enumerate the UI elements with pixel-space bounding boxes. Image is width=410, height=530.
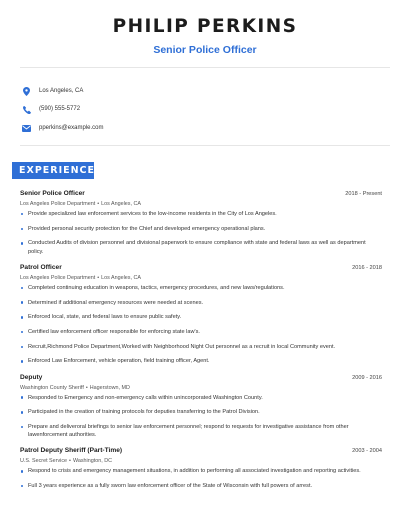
job-dates: 2009 - 2016 [352, 374, 382, 381]
job-bullet: Full 3 years experience as a fully sworn law enforcement officer of the State of Wisconsin with full powers of arrest. [20, 482, 382, 490]
job-entry [20, 373, 382, 440]
job-employer: U.S. Secret Service [20, 458, 68, 465]
job-location: Los Angeles, CA [101, 274, 141, 281]
contact-location [22, 82, 103, 100]
contact-email-text: pperkins@example.com [39, 124, 104, 131]
job-dates: 2016 - 2018 [352, 264, 382, 271]
job-bullet: Responded to Emergency and non-emergency calls within unincorporated Washington County. [20, 394, 382, 402]
job-bullets [20, 210, 382, 256]
job-bullets [20, 284, 382, 366]
job-bullet: Provided personal security protection for the Chief and developed emergency operational plans. [20, 225, 382, 233]
separator-dot: • [97, 274, 100, 281]
candidate-name: PHILIP PERKINS [112, 16, 298, 37]
contact-phone [22, 101, 103, 119]
resume-header [0, 14, 410, 57]
job-bullet: Conducted Audits of division personnel and divisional paperwork to ensure compliance with state and federal laws as well as department policy. [20, 239, 382, 255]
job-bullet: Enforced Law Enforcement, vehicle operation, field training officer, Agent. [20, 357, 382, 365]
job-bullet: Completed continuing education in weapons, tactics, emergency procedures, and new laws/regulations. [20, 284, 382, 292]
job-bullet: Recruit,Richmond Police Department,Worked with Neighborhood Night Out personnel as a recruit in local Community event. [20, 343, 382, 351]
job-employer: Los Angeles Police Department [20, 201, 96, 207]
separator-dot: • [97, 201, 100, 207]
job-employer-line [20, 384, 382, 392]
contact-phone-text: (590) 555-5772 [39, 106, 81, 112]
phone-icon [22, 105, 31, 114]
job-bullets [20, 467, 382, 490]
experience-section-heading: EXPERIENCE [12, 162, 94, 179]
job-title: Patrol Officer [20, 263, 62, 271]
job-employer-line [20, 274, 382, 282]
job-bullet: Provide specialized law enforcement services to the low-income residents in the City of Los Angeles. [20, 210, 382, 218]
job-bullet: Certified law enforcement officer responsible for enforcing state law's. [20, 328, 382, 336]
job-bullet: Respond to crisis and emergency management situations, in addition to performing all associated investigation and reporting activities. [20, 467, 382, 475]
contact-location-text: Los Angeles, CA [39, 87, 84, 94]
job-location: Washington, DC [72, 458, 112, 465]
separator-dot: • [69, 458, 71, 465]
email-icon [22, 124, 31, 133]
job-entry [20, 263, 382, 366]
job-bullet: Participated in the creation of training protocols for deputies transferring to the Patrol Division. [20, 408, 382, 416]
job-title: Senior Police Officer [20, 190, 85, 197]
job-bullets [20, 394, 382, 440]
job-employer-line [20, 457, 382, 465]
separator-dot: • [85, 384, 88, 391]
location-pin-icon [22, 87, 31, 96]
job-entry [20, 189, 382, 256]
job-employer: Washington County Sheriff [20, 384, 84, 391]
job-employer-line [20, 200, 382, 208]
contact-divider [20, 145, 390, 146]
job-location: Los Angeles, CA [101, 201, 141, 207]
job-bullet: Prepare and deliveroral briefings to senior law enforcement personnel; respond to requests for investigative assistance from other lawenforcement authorities. [20, 423, 382, 439]
job-bullet: Enforced local, state, and federal laws to ensure public safety. [20, 313, 382, 321]
job-employer: Los Angeles Police Department [20, 274, 96, 281]
job-dates: 2018 - Present [345, 191, 382, 197]
job-title: Patrol Deputy Sheriff (Part-Time) [20, 447, 123, 455]
job-location: Hagerstown, MD [89, 384, 130, 391]
job-bullet: Determined if additional emergency resources were needed at scenes. [20, 299, 382, 307]
job-entry [20, 446, 382, 490]
job-dates: 2003 - 2004 [352, 448, 382, 455]
header-divider [20, 67, 390, 68]
candidate-title: Senior Police Officer [153, 44, 257, 56]
experience-list [20, 189, 382, 497]
job-title: Deputy [20, 373, 43, 381]
contact-email [22, 119, 103, 137]
contact-list [22, 82, 103, 138]
